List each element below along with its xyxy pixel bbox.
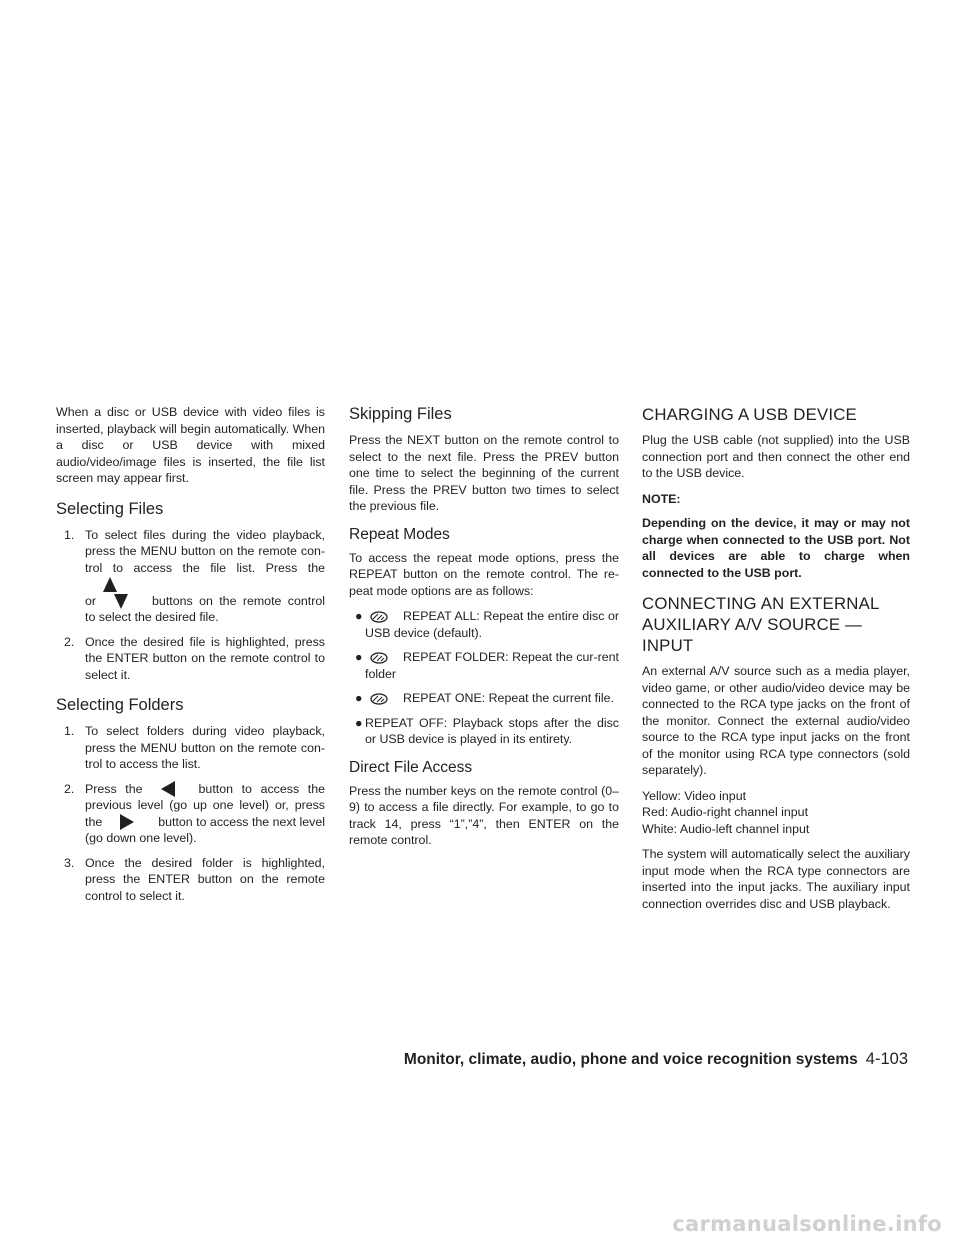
skipping-files-heading: Skipping Files (349, 405, 452, 423)
step-text: Once the desired folder is highlighted, press the ENTER button on the remote control to select it. (85, 855, 325, 903)
step-number: 3. (64, 855, 75, 870)
step-number: 1. (64, 527, 75, 542)
direct-file-access-text: Press the number keys on the remote control (0–9) to access a file directly. For example, to go to track 14, press “1”,”4”, then ENTER on the remote control. (349, 783, 619, 847)
aux-heading-line-2: AUXILIARY A/V SOURCE — INPUT (642, 615, 863, 655)
skipping-files-text: Press the NEXT button on the remote control to select to the next file. Press the PREV button one time to select the beginning of the current file. Press the PREV button two times to select the previous file. (349, 433, 619, 513)
column-right (642, 404, 910, 921)
step-text: Press the (85, 781, 143, 796)
repeat-modes-intro: To access the repeat mode options, press the REPEAT button on the remote control. The re-peat mode options are as follows: (349, 550, 619, 598)
repeat-all-item (355, 608, 619, 641)
aux-text: An external A/V source such as a media player, video game, or other audio/video device may be connected to the RCA type jacks on the front of the monitor. Connect the external audio/video source to the RCA type input jacks on the front of the monitor using RCA type connectors (sold separately). (642, 664, 910, 777)
repeat-one-item (355, 690, 619, 707)
repeat-icon (369, 651, 389, 665)
jack-color-list (642, 788, 910, 838)
step-number: 2. (64, 781, 75, 796)
intro-paragraph: When a disc or USB device with video files is inserted, playback will begin automatically. When a disc or USB device with mixed audio/video/image files is inserted, the file list screen may appear first. (56, 405, 325, 485)
note-label: NOTE: (642, 491, 681, 506)
selecting-folders-step-3 (64, 855, 325, 905)
aux-heading (642, 593, 910, 656)
auto-select-text: The system will automatically select the auxiliary input mode when the RCA type connectors are inserted into the input jacks. The auxiliary input connection overrides disc and USB playback. (642, 847, 910, 911)
step-number: 2. (64, 634, 75, 649)
step-text: or (85, 593, 97, 608)
step-text: button to access the next level (go down one level). (85, 814, 325, 846)
triangle-left-icon (161, 781, 175, 797)
page-footer (404, 1050, 908, 1069)
repeat-folder-text: REPEAT FOLDER: Repeat the cur-rent folder (365, 650, 619, 681)
repeat-all-text: REPEAT ALL: Repeat the entire disc or USB device (default). (365, 609, 619, 640)
step-text: To select files during the video playback, press the MENU button on the remote con-trol to access the file list. Press the (85, 527, 325, 575)
repeat-off-text: REPEAT OFF: Playback stops after the disc or USB device is played in its entirety. (365, 715, 619, 746)
note-text: Depending on the device, it may or may not charge when connected to the USB port. Not all devices are able to charge when connected to the USB port. (642, 516, 910, 580)
repeat-one-text: REPEAT ONE: Repeat the current file. (403, 691, 614, 705)
charging-heading: CHARGING A USB DEVICE (642, 405, 857, 424)
selecting-folders-step-1 (64, 723, 325, 773)
step-text: buttons on the remote control to select the desired file. (85, 593, 325, 624)
page-number: 4-103 (865, 1050, 908, 1068)
bullet: ● (355, 691, 363, 705)
repeat-folder-item (355, 649, 619, 682)
selecting-files-step-1 (64, 527, 325, 626)
yellow-jack-line: Yellow: Video input (642, 788, 747, 803)
bullet: ● (355, 715, 363, 730)
bullet: ● (355, 650, 363, 664)
selecting-files-heading: Selecting Files (56, 499, 164, 518)
footer-section-title: Monitor, climate, audio, phone and voice recognition systems (403, 1051, 858, 1068)
column-middle (349, 404, 619, 858)
triangle-right-icon (120, 814, 134, 830)
repeat-modes-heading: Repeat Modes (349, 525, 450, 543)
step-number: 1. (64, 724, 75, 738)
red-jack-line: Red: Audio-right channel input (642, 805, 809, 819)
watermark: carmanualsonline.info (672, 1212, 942, 1236)
triangle-down-icon (114, 594, 128, 609)
charging-text: Plug the USB cable (not supplied) into the USB connection port and then connect the other end to the USB device. (642, 433, 910, 480)
repeat-off-item (355, 715, 619, 748)
bullet: ● (355, 609, 363, 623)
step-text: Once the desired file is highlighted, press the ENTER button on the remote control to select it. (85, 634, 325, 682)
selecting-folders-step-2 (64, 781, 325, 847)
white-jack-line: White: Audio-left channel input (642, 821, 810, 836)
aux-heading-line-1: CONNECTING AN EXTERNAL (642, 594, 880, 613)
selecting-folders-heading: Selecting Folders (56, 696, 184, 714)
selecting-files-step-2 (64, 634, 325, 684)
step-text: button to access the previous level (go up one level) or, press the (85, 781, 325, 829)
direct-file-access-heading: Direct File Access (349, 758, 473, 776)
repeat-icon (369, 692, 389, 706)
repeat-icon (369, 610, 389, 624)
step-text: To select folders during video playback, press the MENU button on the remote con-trol to access the list. (85, 724, 325, 771)
column-left (56, 404, 325, 912)
triangle-up-icon (103, 577, 117, 592)
